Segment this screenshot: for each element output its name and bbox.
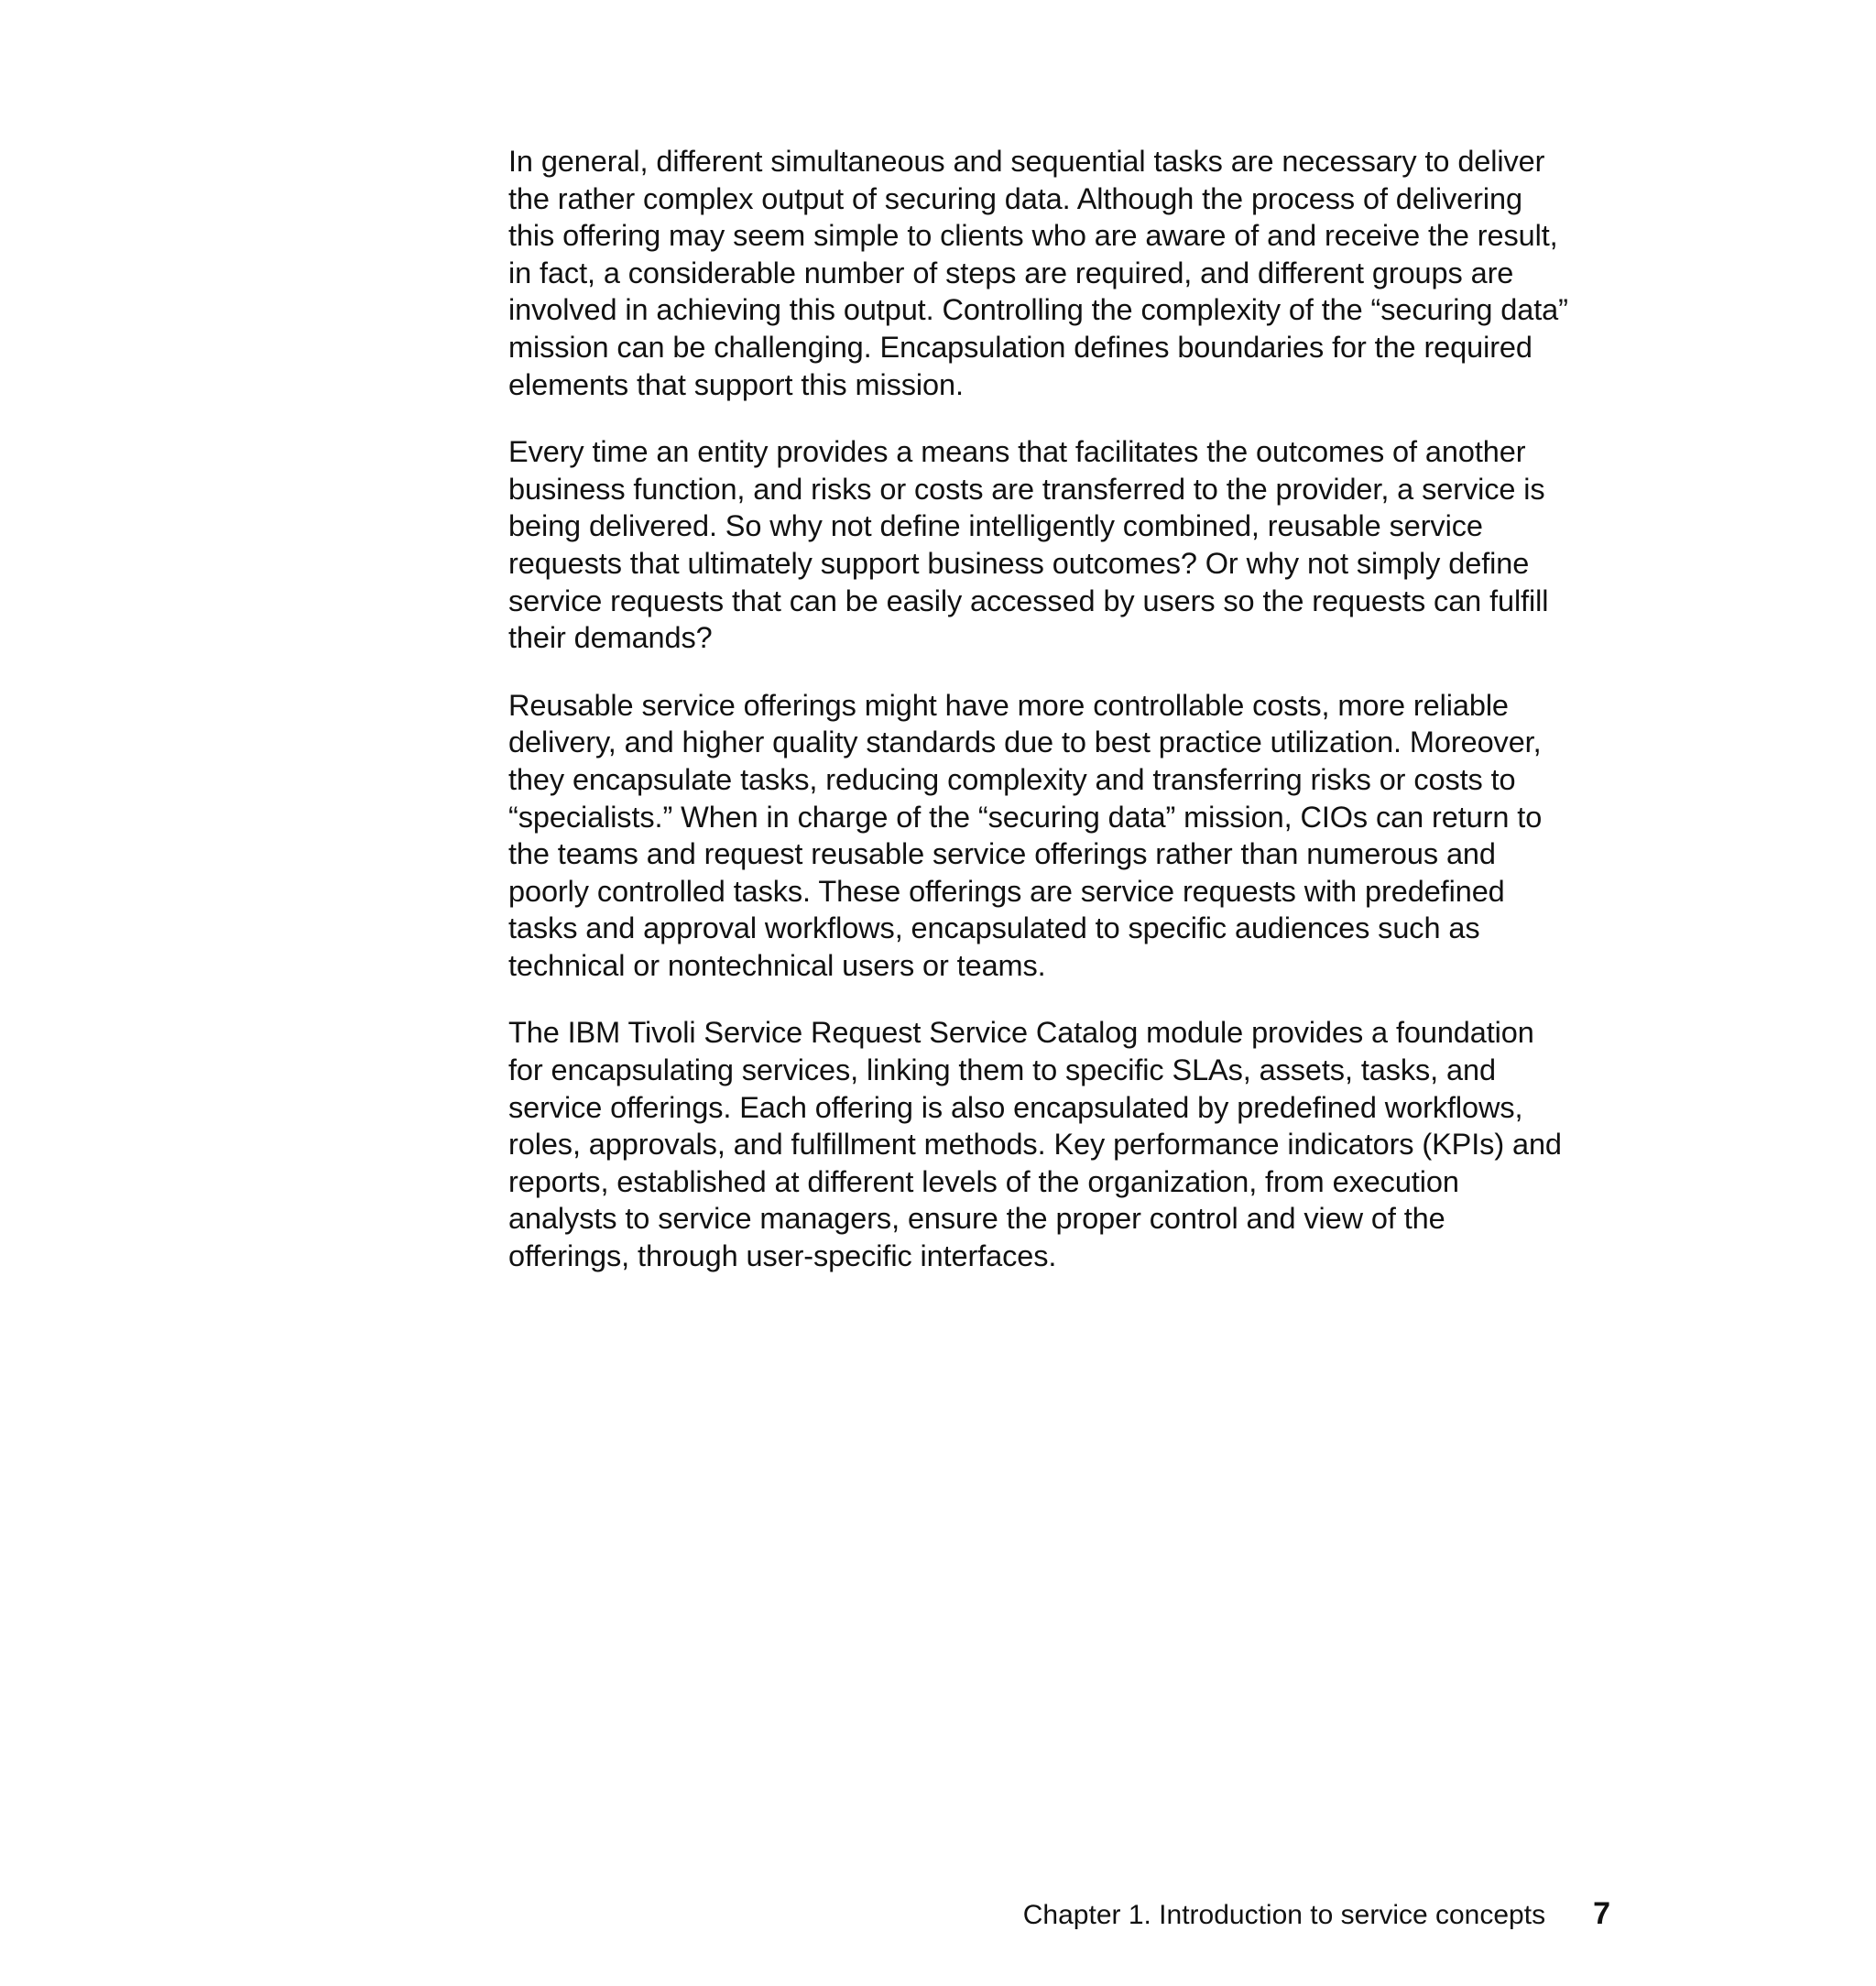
body-text: [508, 143, 1612, 1305]
chapter-title: Chapter 1. Introduction to service concepts: [1022, 1900, 1546, 1930]
text-line: In general, different simultaneous and sequential tasks are necessary to deliver: [508, 145, 1545, 178]
paragraph-3: [508, 687, 1612, 985]
text-line: technical or nontechnical users or teams.: [508, 948, 1046, 982]
text-line: elements that support this mission.: [508, 367, 964, 401]
text-line: the teams and request reusable service offerings rather than numerous and: [508, 837, 1496, 871]
text-line: offerings, through user-specific interfaces.: [508, 1239, 1057, 1273]
text-line: for encapsulating services, linking them to specific SLAs, assets, tasks, and: [508, 1053, 1496, 1087]
text-line: reports, established at different levels of the organization, from execution: [508, 1164, 1459, 1198]
page-number: 7: [1593, 1896, 1610, 1931]
text-line: their demands?: [508, 621, 713, 655]
text-line: roles, approvals, and fulfillment methods. Key performance indicators (KPIs) and: [508, 1128, 1562, 1162]
text-line: being delivered. So why not define intelligently combined, reusable service: [508, 509, 1483, 543]
text-line: tasks and approval workflows, encapsulated to specific audiences such as: [508, 911, 1480, 945]
paragraph-2: [508, 433, 1612, 657]
text-line: poorly controlled tasks. These offerings are service requests with predefined: [508, 874, 1505, 908]
text-line: mission can be challenging. Encapsulation defines boundaries for the required: [508, 330, 1532, 364]
text-line: Every time an entity provides a means that facilitates the outcomes of another: [508, 435, 1526, 469]
text-line: service offerings. Each offering is also encapsulated by predefined workflows,: [508, 1090, 1523, 1124]
paragraph-1: [508, 143, 1612, 403]
text-line: service requests that can be easily accessed by users so the requests can fulfill: [508, 584, 1549, 617]
text-line: this offering may seem simple to clients who are aware of and receive the result,: [508, 219, 1558, 253]
text-line: “specialists.” When in charge of the “securing data” mission, CIOs can return to: [508, 800, 1543, 834]
text-line: business function, and risks or costs are transferred to the provider, a service is: [508, 472, 1545, 506]
text-line: The IBM Tivoli Service Request Service Catalog module provides a foundation: [508, 1016, 1534, 1050]
text-line: delivery, and higher quality standards due to best practice utilization. Moreover,: [508, 726, 1542, 759]
text-line: in fact, a considerable number of steps are required, and different groups are: [508, 256, 1514, 289]
text-line: Reusable service offerings might have more controllable costs, more reliable: [508, 688, 1509, 722]
page-footer: [1023, 1896, 1610, 1932]
text-line: they encapsulate tasks, reducing complexity and transferring risks or costs to: [508, 762, 1516, 796]
text-line: requests that ultimately support business outcomes? Or why not simply define: [508, 546, 1530, 580]
paragraph-4: [508, 1014, 1612, 1274]
text-line: involved in achieving this output. Controlling the complexity of the “securing data”: [508, 293, 1568, 327]
text-line: analysts to service managers, ensure the proper control and view of the: [508, 1202, 1445, 1236]
text-line: the rather complex output of securing data. Although the process of delivering: [508, 181, 1522, 215]
